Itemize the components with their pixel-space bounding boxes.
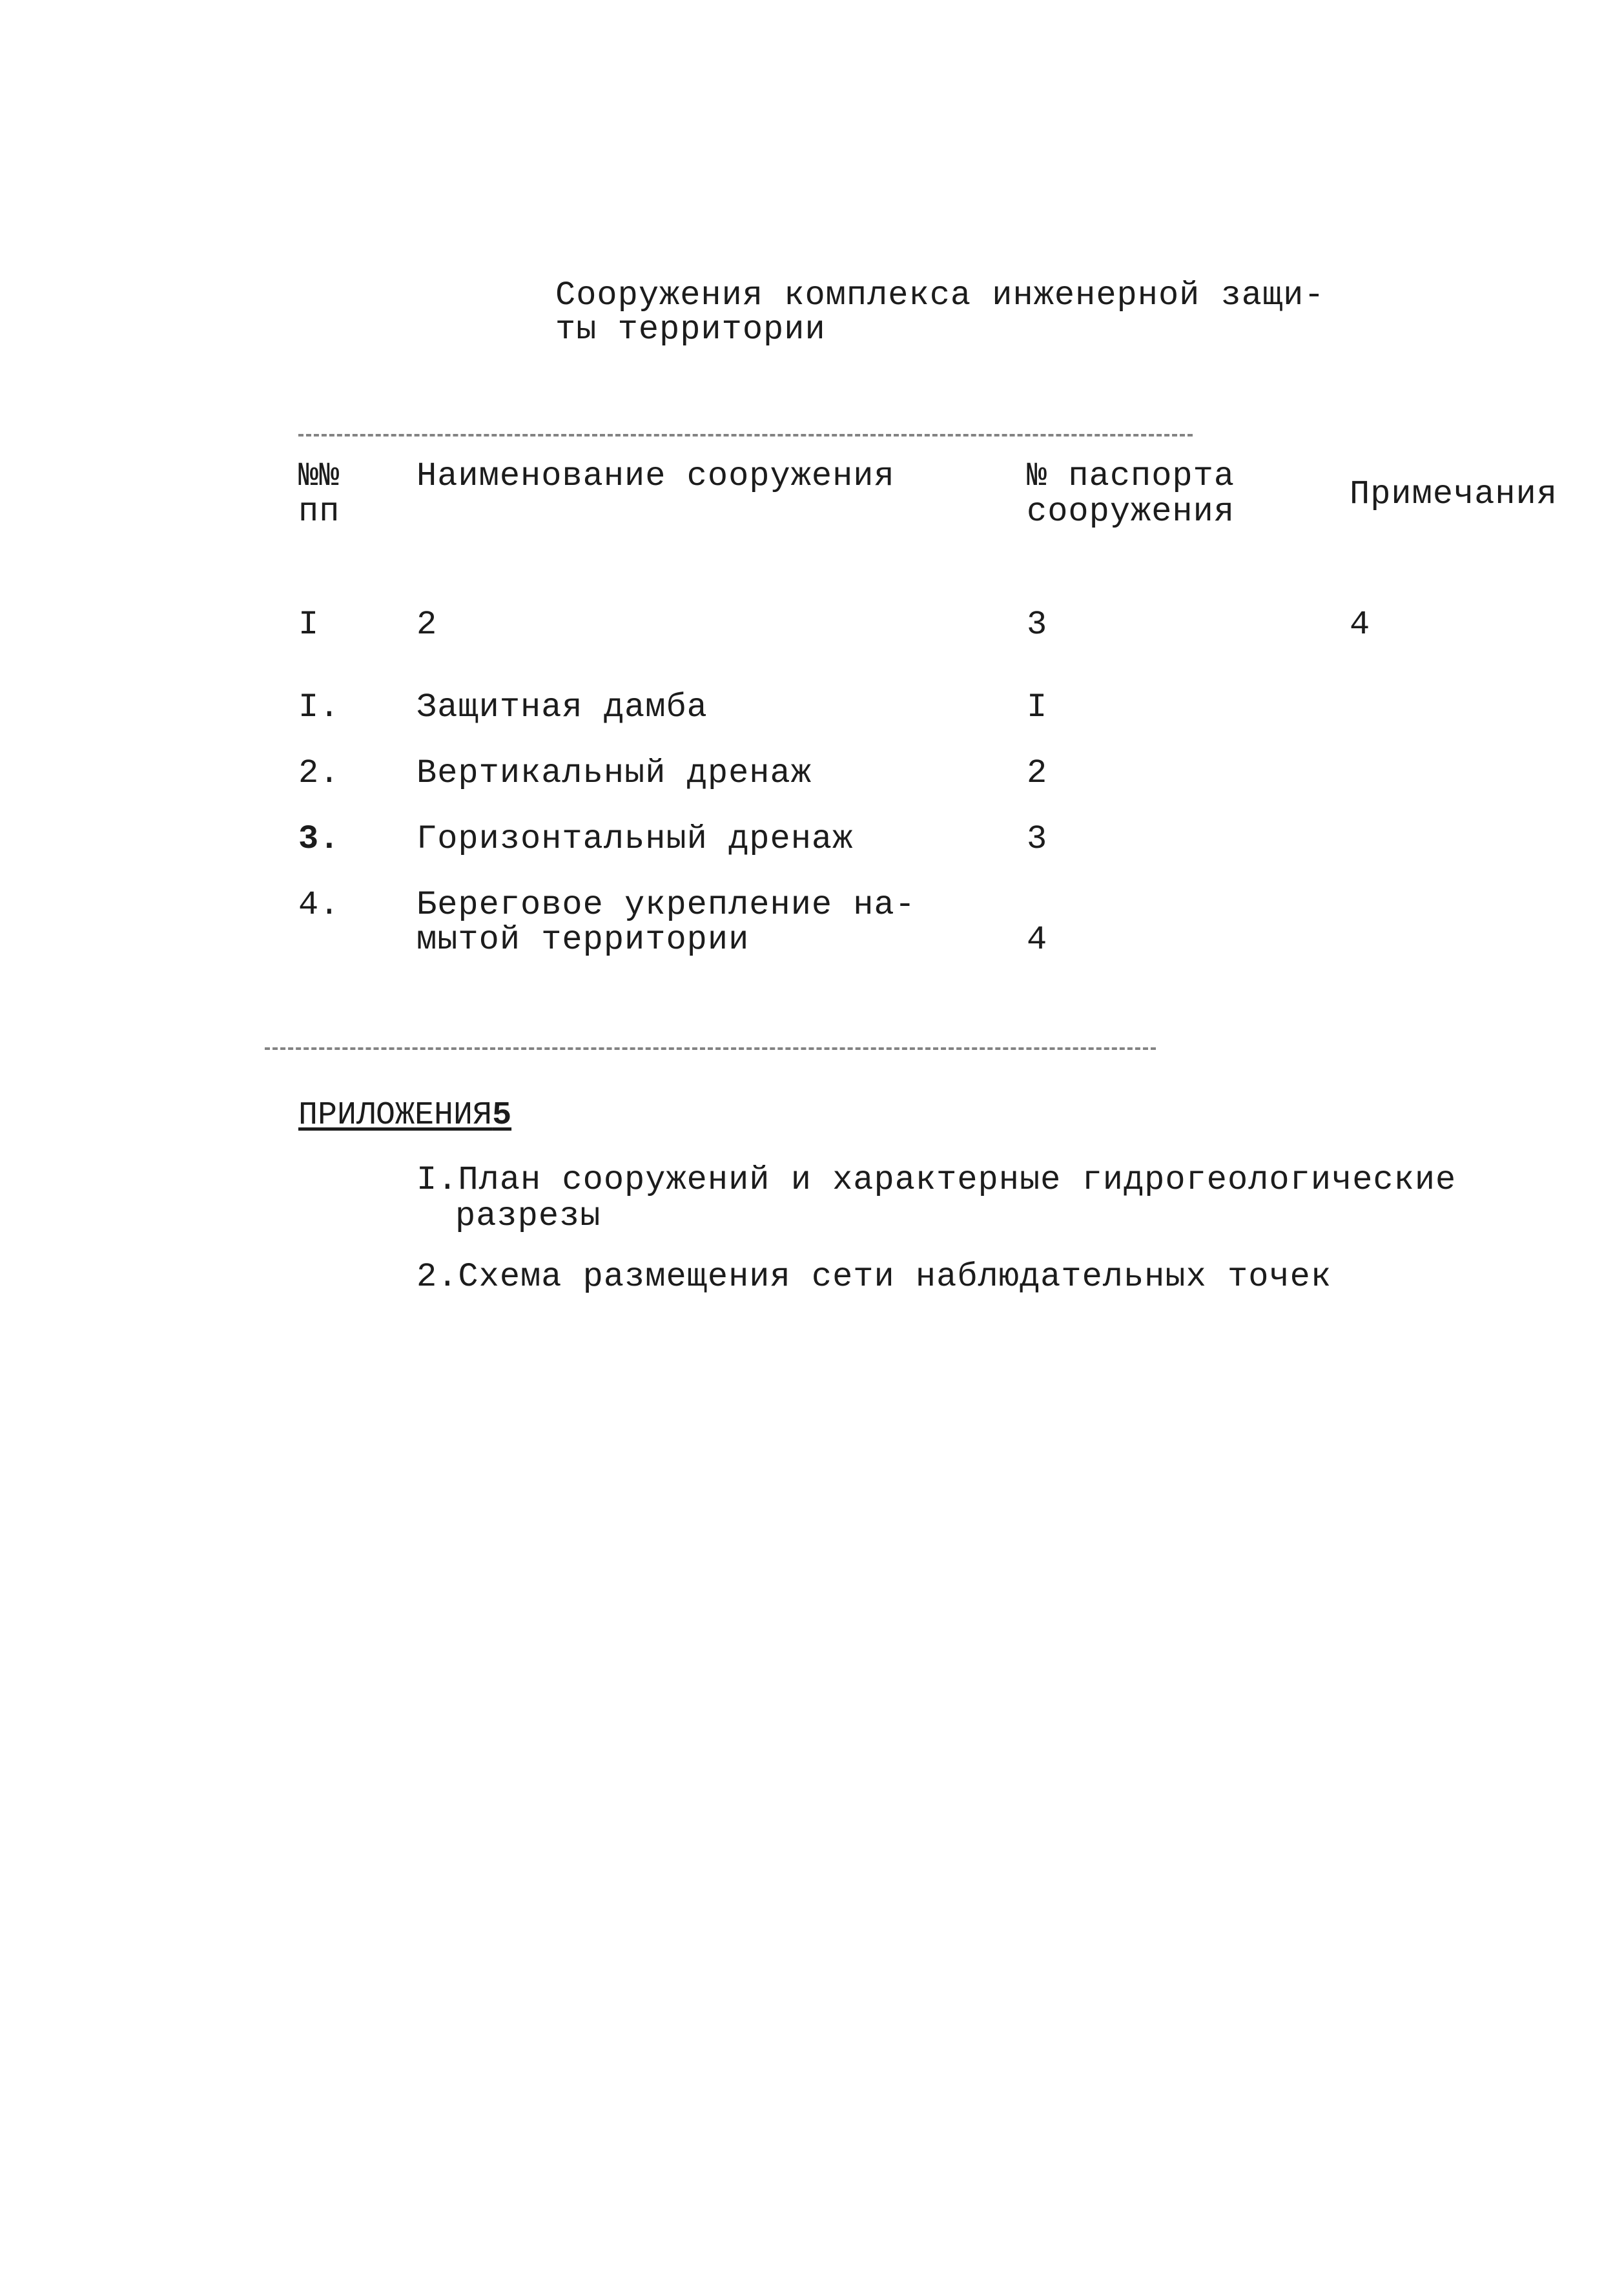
header-passport-line-2: сооружения: [1027, 493, 1235, 531]
table-top-rule: [298, 434, 1193, 436]
appendix-item: [416, 1162, 1456, 1235]
column-number: I: [298, 606, 320, 644]
appendices-heading-text: ПРИЛОЖЕНИЯ: [298, 1097, 493, 1134]
appendix-item-text: I.План сооружений и характерные гидрогеологические: [416, 1161, 1457, 1199]
row-name: Береговое укрепление на-: [416, 886, 916, 924]
appendix-item-text: 2.Схема размещения сети наблюдательных точек: [416, 1258, 1332, 1296]
row-number: 4.: [298, 886, 340, 924]
row-passport: 2: [1027, 754, 1048, 792]
column-number: 2: [416, 606, 438, 644]
row-name-continued: мытой территории: [416, 921, 750, 959]
table-bottom-rule: [265, 1047, 1156, 1050]
appendix-item-text-continued: разрезы: [455, 1197, 601, 1235]
appendix-item: [416, 1259, 1331, 1295]
row-passport: 3: [1027, 820, 1048, 858]
row-name: Вертикальный дренаж: [416, 754, 812, 792]
header-num-line-2: пп: [298, 493, 340, 531]
column-number: 3: [1027, 606, 1048, 644]
header-passport-line-1: № паспорта: [1027, 457, 1235, 495]
header-notes: Примечания: [1350, 475, 1558, 513]
row-passport: I: [1027, 688, 1048, 726]
appendices-heading: [298, 1098, 511, 1134]
row-name: Защитная дамба: [416, 688, 708, 726]
document-title-line-2: ты территории: [555, 311, 826, 349]
document-title-line-1: Сооружения комплекса инженерной защи-: [555, 276, 1325, 314]
row-passport: 4: [1027, 921, 1048, 959]
appendices-count: 5: [492, 1097, 512, 1134]
row-number: 2.: [298, 754, 340, 792]
row-name: Горизонтальный дренаж: [416, 820, 854, 858]
header-name: Наименование сооружения: [416, 457, 895, 495]
row-number: 3.: [298, 820, 340, 858]
column-number: 4: [1350, 606, 1371, 644]
row-number: I.: [298, 688, 340, 726]
header-num-line-1: №№: [298, 457, 340, 495]
